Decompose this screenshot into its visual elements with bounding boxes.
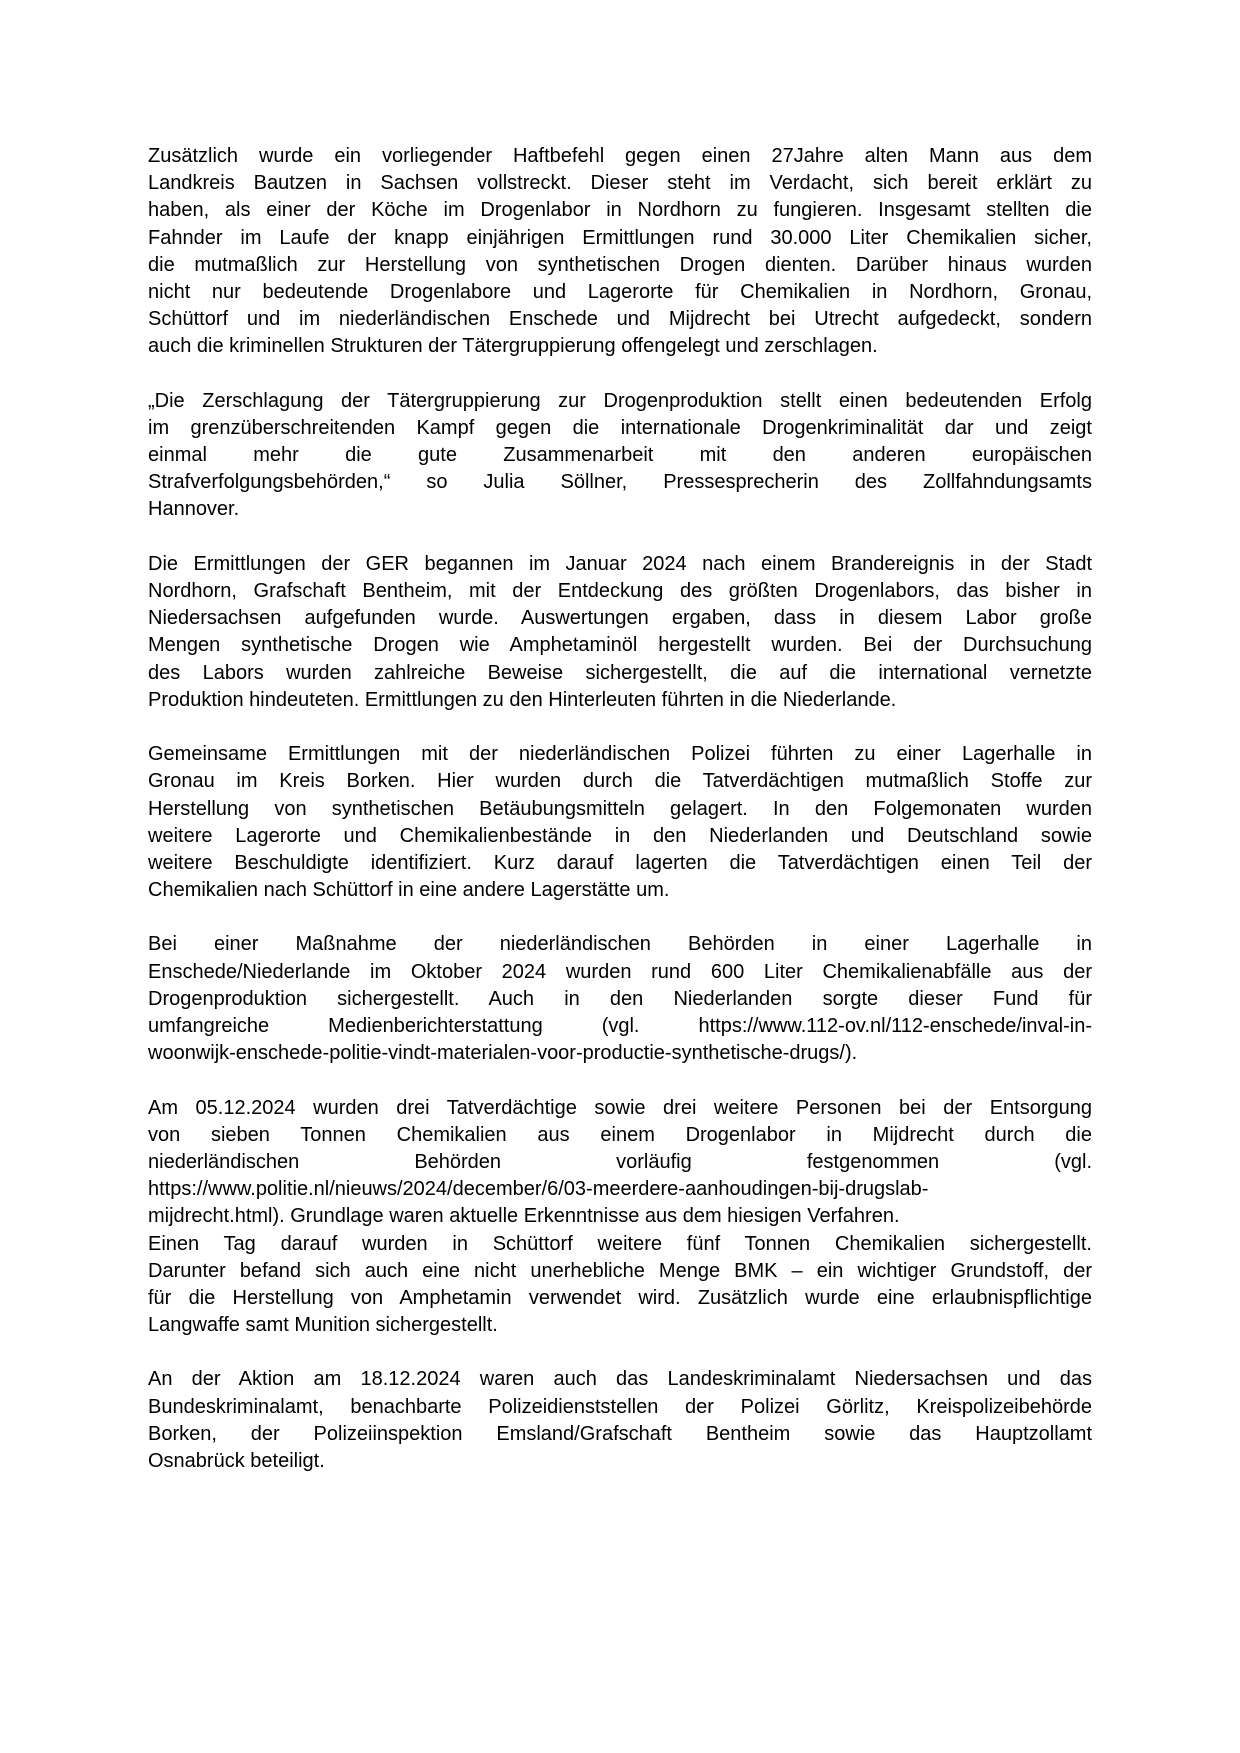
document-page	[148, 143, 1092, 1502]
paragraph-participants	[148, 1366, 1092, 1475]
text-line: Darunter befand sich auch eine nicht unerhebliche Menge BMK – ein wichtiger Grundstoff, der	[148, 1259, 1092, 1282]
text-line: für die Herstellung von Amphetamin verwendet wird. Zusätzlich wurde eine erlaubnispflichtige	[148, 1286, 1092, 1309]
text-line: die mutmaßlich zur Herstellung von synthetischen Drogen dienten. Darüber hinaus wurden	[148, 253, 1092, 276]
text-line: Borken, der Polizeiinspektion Emsland/Grafschaft Bentheim sowie das Hauptzollamt	[148, 1422, 1092, 1445]
text-line: Chemikalien nach Schüttorf in eine andere Lagerstätte um.	[148, 879, 670, 902]
text-line: Bei einer Maßnahme der niederländischen Behörden in einer Lagerhalle in	[148, 933, 1092, 956]
text-line: „Die Zerschlagung der Tätergruppierung zur Drogenproduktion stellt einen bedeutenden Erfolg	[148, 389, 1092, 412]
text-line: Gemeinsame Ermittlungen mit der niederländischen Polizei führten zu einer Lagerhalle in	[148, 743, 1092, 766]
text-line: Landkreis Bautzen in Sachsen vollstreckt. Dieser steht im Verdacht, sich bereit erklärt zu	[148, 172, 1092, 195]
text-line: Strafverfolgungsbehörden,“ so Julia Söllner, Pressesprecherin des Zollfahndungsamts	[148, 471, 1092, 494]
text-line: Niedersachsen aufgefunden wurde. Auswertungen ergaben, dass in diesem Labor große	[148, 607, 1092, 630]
text-line: des Labors wurden zahlreiche Beweise sichergestellt, die auf die international vernetzte	[148, 661, 1092, 684]
paragraph-mijdrecht-arrests	[148, 1095, 1092, 1231]
paragraph-schuettorf-seizure	[148, 1231, 1092, 1340]
paragraph-press-quote	[148, 388, 1092, 524]
text-line: Produktion hindeuteten. Ermittlungen zu den Hinterleuten führten in die Niederlande.	[148, 688, 897, 711]
text-line: niederländischen Behörden vorläufig festgenommen (vgl.	[148, 1150, 1092, 1173]
text-line: von sieben Tonnen Chemikalien aus einem Drogenlabor in Mijdrecht durch die	[148, 1123, 1092, 1146]
text-line: einmal mehr die gute Zusammenarbeit mit den anderen europäischen	[148, 444, 1092, 467]
text-line: weitere Lagerorte und Chemikalienbestände in den Niederlanden und Deutschland sowie	[148, 824, 1092, 847]
text-line: Osnabrück beteiligt.	[148, 1450, 325, 1472]
text-line: Herstellung von synthetischen Betäubungsmitteln gelagert. In den Folgemonaten wurden	[148, 797, 1092, 820]
text-line: Schüttorf und im niederländischen Enschede und Mijdrecht bei Utrecht aufgedeckt, sondern	[148, 308, 1092, 331]
paragraph-investigation-start	[148, 551, 1092, 714]
url-line[interactable]: mijdrecht.html). Grundlage waren aktuelle Erkenntnisse aus dem hiesigen Verfahren.	[148, 1205, 900, 1228]
text-line: haben, als einer der Köche im Drogenlabor in Nordhorn zu fungieren. Insgesamt stellten die	[148, 199, 1092, 222]
text-line: im grenzüberschreitenden Kampf gegen die internationale Drogenkriminalität dar und zeigt	[148, 416, 1092, 439]
text-line: Mengen synthetische Drogen wie Amphetaminöl hergestellt wurden. Bei der Durchsuchung	[148, 634, 1092, 657]
text-line: Bundeskriminalamt, benachbarte Polizeidienststellen der Polizei Görlitz, Kreispolizeibehörde	[148, 1395, 1092, 1418]
text-line: Fahnder im Laufe der knapp einjährigen Ermittlungen rund 30.000 Liter Chemikalien sicher,	[148, 226, 1092, 249]
url-line[interactable]: woonwijk-enschede-politie-vindt-materialen-voor-productie-synthetische-drugs/).	[148, 1042, 858, 1065]
text-line: Einen Tag darauf wurden in Schüttorf weitere fünf Tonnen Chemikalien sichergestellt.	[148, 1232, 1092, 1255]
text-line: Am 05.12.2024 wurden drei Tatverdächtige sowie drei weitere Personen bei der Entsorgung	[148, 1096, 1092, 1119]
paragraph-arrest-warrant	[148, 143, 1092, 361]
text-line: Die Ermittlungen der GER begannen im Januar 2024 nach einem Brandereignis in der Stadt	[148, 552, 1092, 575]
text-line: auch die kriminellen Strukturen der Tätergruppierung offengelegt und zerschlagen.	[148, 335, 878, 358]
text-line: An der Aktion am 18.12.2024 waren auch das Landeskriminalamt Niedersachsen und das	[148, 1368, 1092, 1391]
text-line: weitere Beschuldigte identifiziert. Kurz darauf lagerten die Tatverdächtigen einen Teil der	[148, 851, 1092, 874]
url-line[interactable]: umfangreiche Medienberichterstattung (vgl. https://www.112-ov.nl/112-enschede/inval-in-	[148, 1015, 1092, 1037]
text-line: Drogenproduktion sichergestellt. Auch in den Niederlanden sorgte dieser Fund für	[148, 987, 1092, 1010]
paragraph-joint-investigation	[148, 741, 1092, 904]
url-line[interactable]: https://www.politie.nl/nieuws/2024/december/6/03-meerdere-aanhoudingen-bij-drugslab-	[148, 1178, 929, 1201]
text-line: Nordhorn, Grafschaft Bentheim, mit der Entdeckung des größten Drogenlabors, das bisher in	[148, 580, 1092, 602]
paragraph-enschede-raid	[148, 931, 1092, 1067]
text-line: Enschede/Niederlande im Oktober 2024 wurden rund 600 Liter Chemikalienabfälle aus der	[148, 960, 1092, 983]
text-line: nicht nur bedeutende Drogenlabore und Lagerorte für Chemikalien in Nordhorn, Gronau,	[148, 280, 1092, 303]
text-line: Hannover.	[148, 498, 240, 521]
text-line: Gronau im Kreis Borken. Hier wurden durch die Tatverdächtigen mutmaßlich Stoffe zur	[148, 770, 1092, 793]
text-line: Langwaffe samt Munition sichergestellt.	[148, 1314, 498, 1337]
text-line: Zusätzlich wurde ein vorliegender Haftbefehl gegen einen 27Jahre alten Mann aus dem	[148, 145, 1092, 167]
